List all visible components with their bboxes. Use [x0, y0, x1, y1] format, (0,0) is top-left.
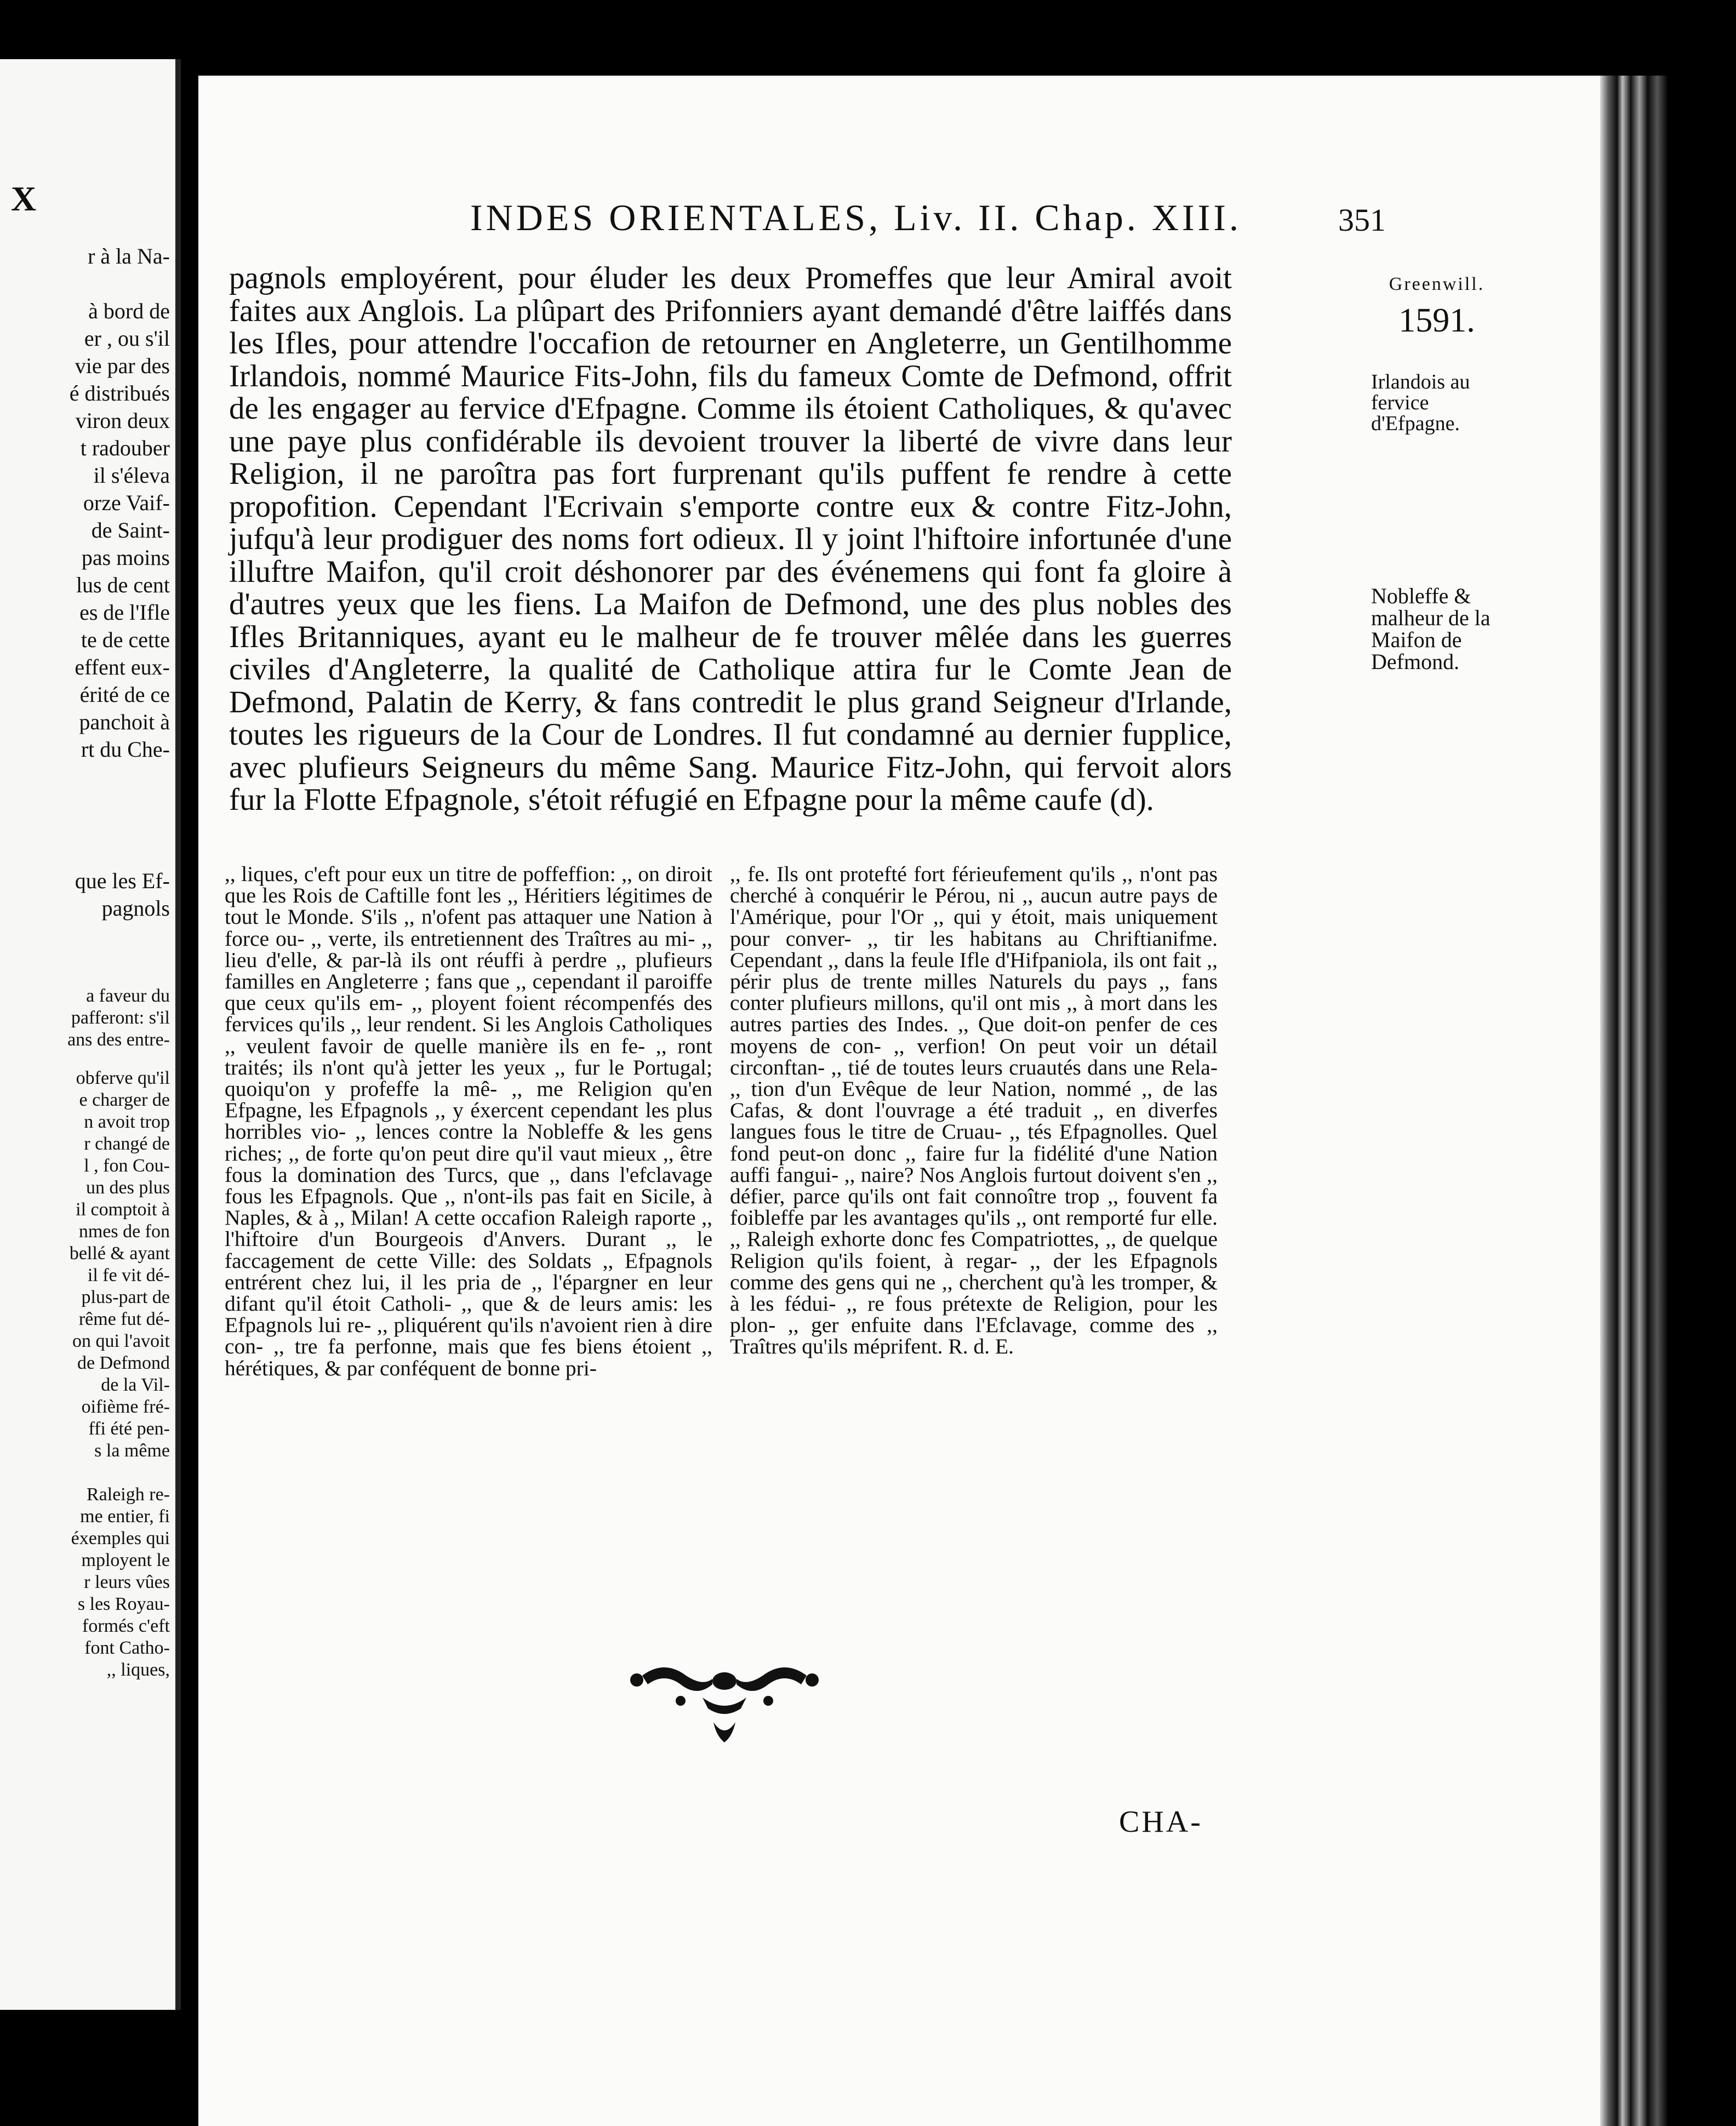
left-page-line: il comptoit à	[76, 1199, 170, 1220]
left-page-line: rême fut dé-	[78, 1309, 170, 1329]
left-page-line: de la Vil-	[101, 1375, 170, 1395]
main-paragraph: pagnols employérent, pour éluder les deux Promeffes que leur Amiral avoit faites aux Anglois. La plûpart des Prifonniers ayant demandé d'être laiffés dans les Ifles, pour attendre l'occafion de retourner en Angleterre, un Gentilhomme Irlandois, nommé Maurice Fits-John, fils du fameux Comte de Defmond, offrit de les engager au fervice d'Efpagne. Comme ils étoient Catholiques, & qu'avec une paye plus confidérable ils devoient trouver la liberté de vivre dans leur Religion, il ne paroîtra pas fort furprenant qu'ils puffent fe rendre à cette propofition. Cependant l'Ecrivain s'emporte contre eux & contre Fitz-John, jufqu'à leur prodiguer des noms fort odieux. Il y joint l'hiftoire infortunée d'une illuftre Maifon, qu'il croit déshonorer par des événemens qui font fa gloire à d'autres yeux que les fiens. La Maifon de Defmond, une des plus nobles des Ifles Britanniques, ayant eu le malheur de fe trouver mêlée dans les guerres civiles d'Angleterre, la qualité de Catholique attira fur le Comte Jean de Defmond, Palatin de Kerry, & fans contredit le plus grand Seigneur d'Irlande, toutes les rigueurs de la Cour de Londres. Il fut condamné au dernier fupplice, avec plufieurs Seigneurs du même Sang. Maurice Fitz-John, qui fervoit alors fur la Flotte Efpagnole, s'étoit réfugié en Efpagne pour la même caufe (d).	[229, 261, 1232, 817]
footnote-left-text: ,, liques, c'eft pour eux un titre de poffeffion: ,, on diroit que les Rois de Caftille font les ,, Héritiers légitimes de tout le Monde. S'ils ,, n'ofent pas attaquer une Nation à force ou- ,, verte, ils entretiennent des Traîtres au mi- ,, lieu d'elle, & par-là ils ont réuffi à perdre ,, plufieurs familles en Angleterre ; fans que ,, cependant il paroiffe que ceux qu'ils em- ,, ployent foient récompenfés des fervices qu'ils ,, leur rendent. Si les Anglois Catholiques ,, veulent favoir de quelle manière ils en fe- ,, ront traités; ils n'ont qu'à jetter les yeux ,, fur le Portugal; quoiqu'on y profeffe la mê- ,, me Religion qu'en Efpagne, les Efpagnols ,, y éxercent cependant les plus horribles vio- ,, lences contre la Nobleffe & les gens riches; ,, de forte qu'on peut dire qu'il vaut mieux ,, être fous la domination des Turcs, que ,, dans l'efclavage fous les Efpagnols. Que ,, n'ont-ils pas fait en Sicile, à Naples, & à ,, Milan! A cette occafion Raleigh raporte ,, l'hiftoire d'un Bourgeois d'Anvers. Durant ,, le faccagement de cette Ville: des Soldats ,, Efpagnols entrérent chez lui, il les pria de ,, l'épargner en leur difant qu'il étoit Catholi- ,, que & de leurs amis: les Efpagnols lui re- ,, pliquérent qu'ils n'avoient rien à dire con- ,, tre fa perfonne, mais que fes biens étoient ,, hérétiques, & par conféquent de bonne pri-	[225, 862, 712, 1380]
left-page-line: rt du Che-	[81, 737, 170, 762]
left-page-line: pas moins	[81, 545, 170, 570]
page-edge	[1600, 76, 1668, 2126]
left-page-line: nmes de fon	[78, 1221, 170, 1242]
left-page-line: obferve qu'il	[76, 1068, 170, 1088]
left-page-line: e charger de	[79, 1090, 170, 1110]
left-page-line: de Saint-	[91, 518, 170, 542]
left-page-line: il s'éleva	[93, 463, 170, 488]
left-page-line: vie par des	[75, 353, 170, 378]
left-page-line: à bord de	[88, 299, 170, 323]
left-page-line: lus de cent	[76, 573, 170, 597]
catchword: CHA-	[1119, 1805, 1203, 1839]
left-page-line: l , fon Cou-	[84, 1156, 170, 1176]
page-number: 351	[1338, 202, 1386, 238]
left-page-line: de Defmond	[77, 1353, 170, 1373]
running-head: INDES ORIENTALES, Liv. II. Chap. XIII.	[470, 197, 1242, 238]
left-page-line: plus-part de	[81, 1287, 170, 1307]
left-page-line: Raleigh re-	[87, 1484, 170, 1505]
left-page-line: s les Royau-	[77, 1594, 170, 1614]
fleuron-ornament	[620, 1648, 829, 1747]
left-page-line: pagnols	[101, 896, 170, 921]
left-page-line: te de cette	[81, 627, 170, 652]
left-page-line: font Catho-	[84, 1638, 170, 1658]
left-page-line: ffi été pen-	[88, 1419, 170, 1439]
left-page-header: X	[11, 179, 37, 218]
left-page-line: viron deux	[75, 408, 170, 433]
left-page-line: panchoit à	[79, 710, 170, 734]
left-page-line: r à la Na-	[88, 244, 170, 268]
left-page-line: bellé & ayant	[69, 1243, 170, 1264]
sidenote-noblesse: Nobleffe & malheur de la Maifon de Defmond.	[1371, 584, 1491, 674]
left-page-line: effent eux-	[75, 655, 170, 679]
left-page-line: é distribués	[69, 381, 170, 405]
left-page-line: que les Ef-	[75, 868, 170, 893]
left-page-line: oifième fré-	[81, 1397, 170, 1417]
left-page-line: érité de ce	[79, 682, 170, 707]
left-page-line: r changé de	[84, 1134, 170, 1154]
left-page-line: t radouber	[80, 436, 170, 460]
left-page-line: er , ou s'il	[84, 326, 170, 351]
footnote-column-left	[225, 864, 712, 1379]
sidenote-name: Greenwill.	[1389, 274, 1485, 294]
left-page-line: ans des entre-	[67, 1030, 170, 1050]
left-page-line: un des plus	[86, 1178, 170, 1198]
left-page-line: orze Vaif-	[83, 490, 170, 515]
right-page	[198, 76, 1656, 2126]
left-page-line: il fe vit dé-	[87, 1265, 170, 1285]
left-page-line: s la même	[94, 1441, 170, 1461]
left-page-line: n avoit trop	[84, 1112, 170, 1132]
sidenote-year: 1591.	[1398, 302, 1475, 339]
left-page-line: éxemples qui	[71, 1528, 170, 1548]
main-text	[229, 262, 1232, 816]
left-page-line: ,, liques,	[106, 1660, 170, 1680]
left-page-line: formés c'eft	[82, 1616, 170, 1636]
left-page-line: a faveur du	[86, 986, 170, 1006]
left-page-line: me entier, fi	[80, 1506, 170, 1527]
left-page-line: mployent le	[81, 1550, 170, 1570]
left-page-fragment	[0, 59, 181, 2010]
left-page-line: on qui l'avoit	[72, 1331, 170, 1351]
sidenote-irlandois: Irlandois au fervice d'Efpagne.	[1371, 370, 1470, 435]
left-page-line: pafferont: s'il	[71, 1008, 170, 1028]
footnote-column-right	[730, 864, 1218, 1358]
left-page-line: es de l'Ifle	[79, 600, 170, 625]
footnote-right-text: ,, fe. Ils ont protefté fort férieufement qu'ils ,, n'ont pas cherché à conquérir le Pérou, ni ,, aucun autre pays de l'Amérique, pour l'Or ,, qui y étoit, mais uniquement pour conver- ,, tir les habitans au Chriftianifme. Cependant ,, dans la feule Ifle d'Hifpaniola, ils ont fait ,, périr plus de trente milles Naturels du pays ,, fans conter plufieurs millons, qu'il ont mis ,, à mort dans les autres parties des Indes. ,, Que doit-on penfer de ces moyens de con- ,, verfion! On peut voir un détail circonftan- ,, tié de toutes leurs cruautés dans une Rela- ,, tion d'un Evêque de leur Nation, nommé ,, de las Cafas, & dont l'ouvrage a été traduit ,, en diverfes langues fous le titre de Cruau- ,, tés Efpagnolles. Quel fond peut-on donc ,, faire fur la fidélité d'une Nation auffi fangui- ,, naire? Nos Anglois furtout doivent s'en ,, défier, parce qu'ils ont fait connoître trop ,, fouvent fa foibleffe par les avantages qu'ils ,, ont remporté fur elle. ,, Raleigh exhorte donc fes Compatriottes, ,, de quelque Religion qu'ils foient, à regar- ,, der les Efpagnols comme des gens qui ne ,, cherchent qu'à les tromper, & à les fédui- ,, re fous prétexte de Religion, pour les plon- ,, ger enfuite dans l'Efclavage, comme des ,, Traîtres qu'ils méprifent. R. d. E.	[730, 862, 1218, 1359]
left-page-line: r leurs vûes	[84, 1572, 170, 1592]
